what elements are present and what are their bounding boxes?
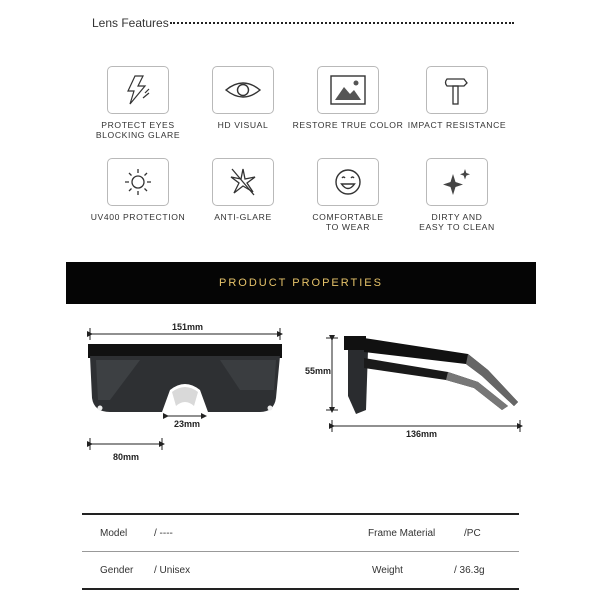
feature-restore-color xyxy=(288,66,408,130)
sunglasses-side-view xyxy=(318,330,528,435)
specs-table xyxy=(82,513,519,590)
feature-label-line: EASY TO CLEAN xyxy=(419,222,495,232)
sunglasses-front-view xyxy=(80,320,300,450)
sun-icon xyxy=(121,165,155,199)
table-row xyxy=(82,552,519,588)
feature-label-line: BLOCKING GLARE xyxy=(95,130,181,140)
table-border xyxy=(82,588,519,590)
feature-label-line: UV400 PROTECTION xyxy=(90,212,186,222)
feature-box xyxy=(107,66,169,114)
spec-label: Model xyxy=(100,528,128,539)
feature-hd-visual xyxy=(183,66,303,130)
product-properties-banner xyxy=(66,262,536,304)
temple-length-label: 136mm xyxy=(406,429,438,439)
banner-title: PRODUCT PROPERTIES xyxy=(219,277,383,289)
spec-value: / Unisex xyxy=(154,565,191,576)
feature-box xyxy=(426,158,488,206)
feature-box xyxy=(317,66,379,114)
feature-box xyxy=(212,158,274,206)
feature-label-line: HD VISUAL xyxy=(217,120,269,130)
lightning-icon xyxy=(121,73,155,107)
feature-label-line: DIRTY AND xyxy=(431,212,483,222)
sparkle-icon xyxy=(440,165,474,199)
feature-uv400 xyxy=(78,158,198,222)
dotted-divider xyxy=(170,22,514,24)
smiley-icon xyxy=(331,165,365,199)
spec-label: Frame Material xyxy=(368,528,436,539)
feature-box xyxy=(317,158,379,206)
spec-label: Gender xyxy=(100,565,134,576)
feature-anti-glare xyxy=(183,158,303,222)
eye-icon xyxy=(223,75,263,105)
feature-easy-clean xyxy=(397,158,517,232)
hammer-icon xyxy=(440,73,474,107)
feature-box xyxy=(426,66,488,114)
feature-label-line: IMPACT RESISTANCE xyxy=(407,120,507,130)
lens-width-label: 151mm xyxy=(172,322,204,332)
bridge-width-label: 23mm xyxy=(174,419,201,429)
spec-value: / 36.3g xyxy=(454,565,485,576)
table-row xyxy=(82,515,519,551)
lens-height-label: 80mm xyxy=(113,452,140,462)
spec-value: /PC xyxy=(464,528,481,539)
feature-label-line: PROTECT EYES xyxy=(101,120,175,130)
feature-comfortable xyxy=(288,158,408,232)
image-icon xyxy=(328,73,368,107)
feature-impact-resistance xyxy=(397,66,517,130)
lens-features-title: Lens Features xyxy=(92,16,169,30)
anti-glare-icon xyxy=(226,165,260,199)
feature-label-line: ANTI-GLARE xyxy=(214,212,272,222)
feature-protect-eyes xyxy=(78,66,198,140)
spec-value: / ---- xyxy=(154,528,173,539)
feature-box xyxy=(107,158,169,206)
feature-box xyxy=(212,66,274,114)
feature-label-line: RESTORE TRUE COLOR xyxy=(292,120,404,130)
spec-label: Weight xyxy=(372,565,403,576)
height-label: 55mm xyxy=(305,366,332,376)
feature-label-line: TO WEAR xyxy=(325,222,371,232)
feature-label-line: COMFORTABLE xyxy=(312,212,384,222)
